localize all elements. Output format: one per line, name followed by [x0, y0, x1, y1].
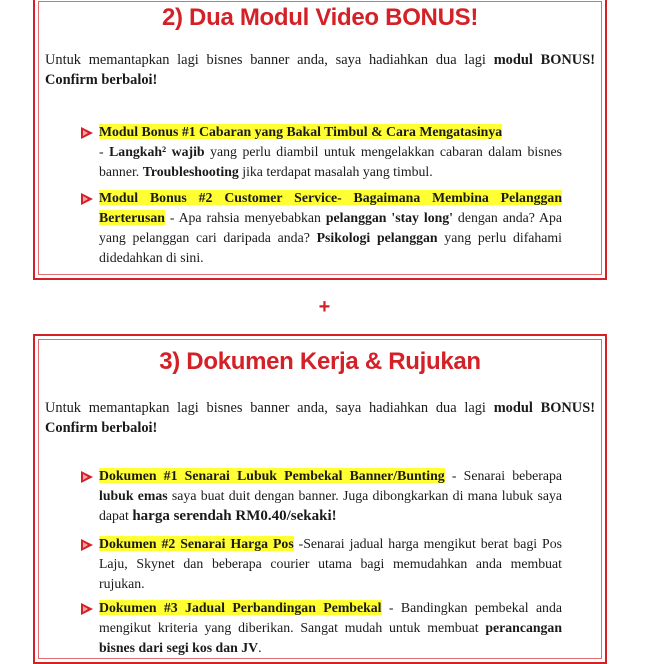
section-intro: Untuk memantapkan lagi bisnes banner anda, saya hadiahkan dua lagi modul BONUS! Confirm berbaloi! — [45, 400, 595, 436]
list-item: Modul Bonus #1 Cabaran yang Bakal Timbul & Cara Mengatasinya - Langkah² wajib yang perlu diambil untuk mengelakkan cabaran dalam bisnes banner. Troubleshooting jika terdapat masalah yang timbul. — [99, 122, 562, 182]
work-documents-section — [33, 334, 607, 664]
arrow-bullet-icon — [81, 603, 93, 615]
list-item: Dokumen #3 Jadual Perbandingan Pembekal - Bandingkan pembekal anda mengikut kriteria yang diberikan. Sangat mudah untuk membuat perancangan bisnes dari segi kos dan JV. — [99, 598, 562, 658]
item-title: Dokumen #1 Senarai Lubuk Pembekal Banner/Bunting — [99, 468, 445, 483]
item-title: Modul Bonus #2 Customer Service- Bagaimana Membina Pelanggan Berterusan — [99, 190, 562, 225]
arrow-bullet-icon — [81, 193, 93, 205]
list-item: Modul Bonus #2 Customer Service- Bagaimana Membina Pelanggan Berterusan - Apa rahsia menyebabkan pelanggan 'stay long' dengan anda? Apa yang pelanggan cari daripada anda? Psikologi pelanggan yang perlu difahami didedahkan di sini. — [99, 188, 562, 268]
arrow-bullet-icon — [81, 539, 93, 551]
item-title: Dokumen #2 Senarai Harga Pos — [99, 536, 294, 551]
bonus-video-section — [33, 0, 607, 280]
section-title: 3) Dokumen Kerja & Rujukan — [159, 348, 481, 375]
arrow-bullet-icon — [81, 127, 93, 139]
plus-sign: + — [318, 296, 331, 318]
arrow-bullet-icon — [81, 471, 93, 483]
item-title: Dokumen #3 Jadual Perbandingan Pembekal — [99, 600, 382, 615]
section-title: 2) Dua Modul Video BONUS! — [161, 4, 479, 31]
list-item: Dokumen #1 Senarai Lubuk Pembekal Banner/Bunting - Senarai beberapa lubuk emas saya buat duit dengan banner. Juga dibongkarkan di mana lubuk saya dapat harga serendah RM0.40/sekaki! — [99, 466, 562, 526]
list-item: Dokumen #2 Senarai Harga Pos -Senarai jadual harga mengikut berat bagi Pos Laju, Skynet dan beberapa courier utama bagi memudahkan anda membuat rujukan. — [99, 534, 562, 594]
section-intro: Untuk memantapkan lagi bisnes banner anda, saya hadiahkan dua lagi modul BONUS! Confirm berbaloi! — [45, 52, 595, 88]
item-title: Modul Bonus #1 Cabaran yang Bakal Timbul & Cara Mengatasinya — [99, 124, 503, 139]
